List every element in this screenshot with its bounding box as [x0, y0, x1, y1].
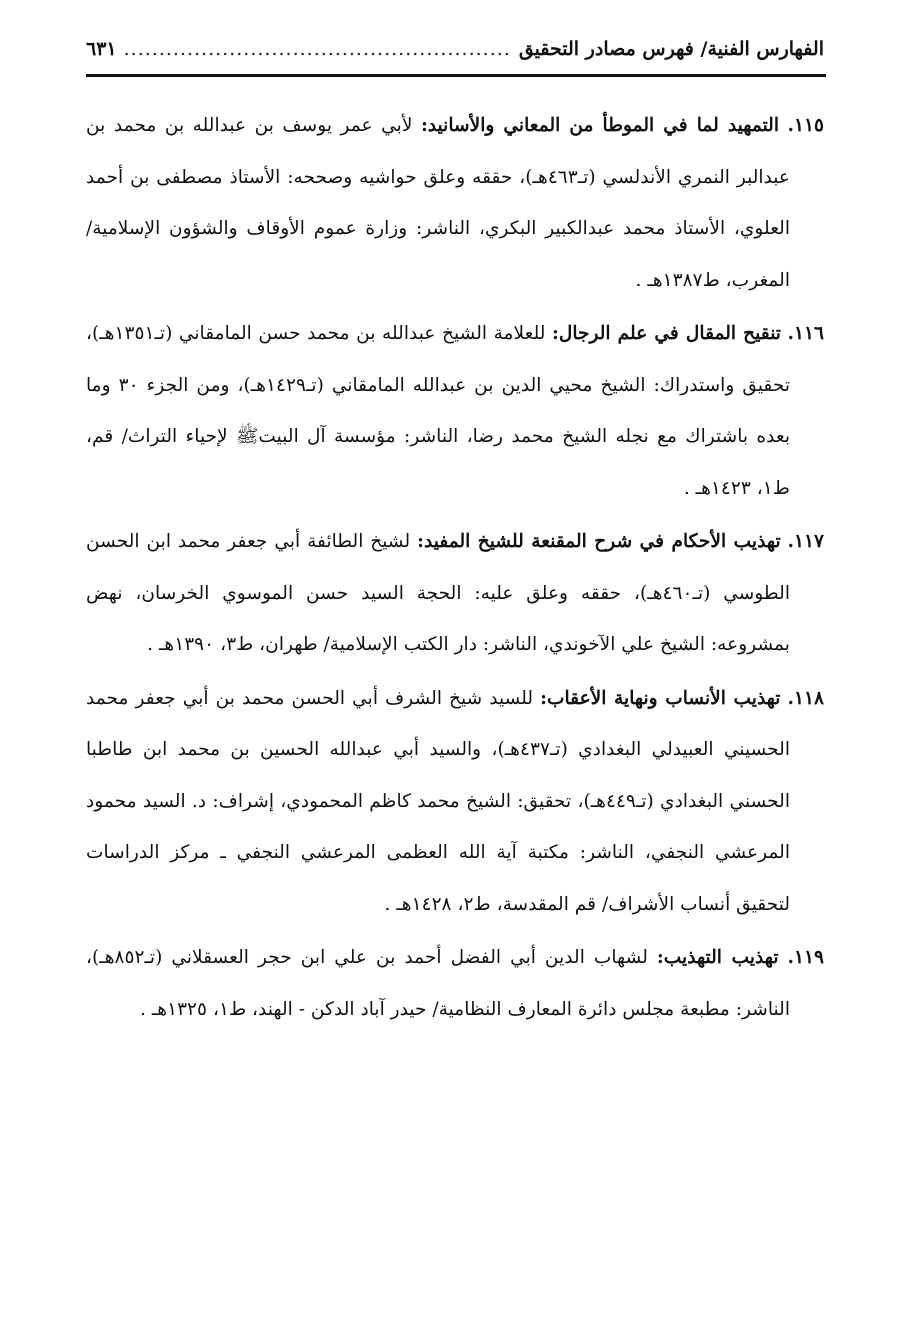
- bibliography-list: [86, 100, 824, 1037]
- entry-title: تهذيب الأنساب ونهاية الأعقاب:: [540, 687, 781, 709]
- bibliography-entry-119: [86, 932, 824, 1035]
- entry-body: لأبي عمر يوسف بن عبدالله بن محمد بن عبدالبر النمري الأندلسي (تـ٤٦٣هـ)، حققه وعلق حواشيه وصححه: الأستاذ مصطفى بن أحمد العلوي، الأستاذ محمد عبدالكبير البكري، الناشر: وزارة عموم الأوقاف والشؤون الإسلامية/ المغرب، ط١٣٨٧هـ .: [86, 115, 790, 291]
- bibliography-entry-116: [86, 308, 824, 514]
- entry-number: ١١٧.: [787, 531, 824, 552]
- bibliography-entry-117: [86, 516, 824, 671]
- entry-body: للسيد شيخ الشرف أبي الحسن محمد بن أبي جعفر محمد الحسيني العبيدلي البغدادي (تـ٤٣٧هـ)، والسيد أبي عبدالله الحسين بن محمد ابن طاطبا الحسني البغدادي (تـ٤٤٩هـ)، تحقيق: الشيخ محمد كاظم المحمودي، إشراف: د. السيد محمود المرعشي النجفي، الناشر: مكتبة آية الله العظمى المرعشي النجفي ـ مركز الدراسات لتحقيق أنساب الأشراف/ قم المقدسة، ط٢، ١٤٢٨هـ .: [86, 687, 790, 915]
- entry-title: تهذيب التهذيب:: [656, 947, 779, 968]
- entry-title: التمهيد لما في الموطأ من المعاني والأسانيد:: [420, 115, 780, 136]
- entry-number: ١١٨.: [787, 687, 824, 709]
- header-title: الفهارس الفنية/ فهرس مصادر التحقيق: [518, 38, 824, 60]
- header-rule: [86, 74, 826, 77]
- entry-number: ١١٥.: [787, 115, 824, 136]
- entry-title: تهذيب الأحكام في شرح المقنعة للشيخ المفيد:: [417, 531, 781, 552]
- bibliography-entry-115: [86, 100, 824, 306]
- entry-body: للعلامة الشيخ عبدالله بن محمد حسن المامقاني (تـ١٣٥١هـ)، تحقيق واستدراك: الشيخ محيي الدين بن عبدالله المامقاني (تـ١٤٢٩هـ)، ومن الجزء ٣٠ وما بعده باشتراك مع نجله الشيخ محمد رضا، الناشر: مؤسسة آل البيتﷺ لإحياء التراث/ قم، ط١، ١٤٢٣هـ .: [86, 323, 791, 499]
- running-header: [86, 30, 824, 68]
- entry-number: ١١٩.: [787, 947, 824, 968]
- bibliography-entry-118: [86, 673, 824, 931]
- entry-number: ١١٦.: [787, 323, 824, 344]
- entry-title: تنقيح المقال في علم الرجال:: [551, 323, 781, 344]
- page-number: ٦٣١: [86, 38, 117, 60]
- entry-body: لشهاب الدين أبي الفضل أحمد بن علي ابن حجر العسقلاني (تـ٨٥٢هـ)، الناشر: مطبعة مجلس دائرة المعارف النظامية/ حيدر آباد الدكن - الهند، ط١، ١٣٢٥هـ .: [86, 947, 790, 1020]
- header-leader-dots: [125, 40, 511, 59]
- entry-body: لشيخ الطائفة أبي جعفر محمد ابن الحسن الطوسي (تـ٤٦٠هـ)، حققه وعلق عليه: الحجة السيد حسن الموسوي الخرسان، نهض بمشروعه: الشيخ علي الآخوندي، الناشر: دار الكتب الإسلامية/ طهران، ط٣، ١٣٩٠هـ .: [86, 531, 790, 655]
